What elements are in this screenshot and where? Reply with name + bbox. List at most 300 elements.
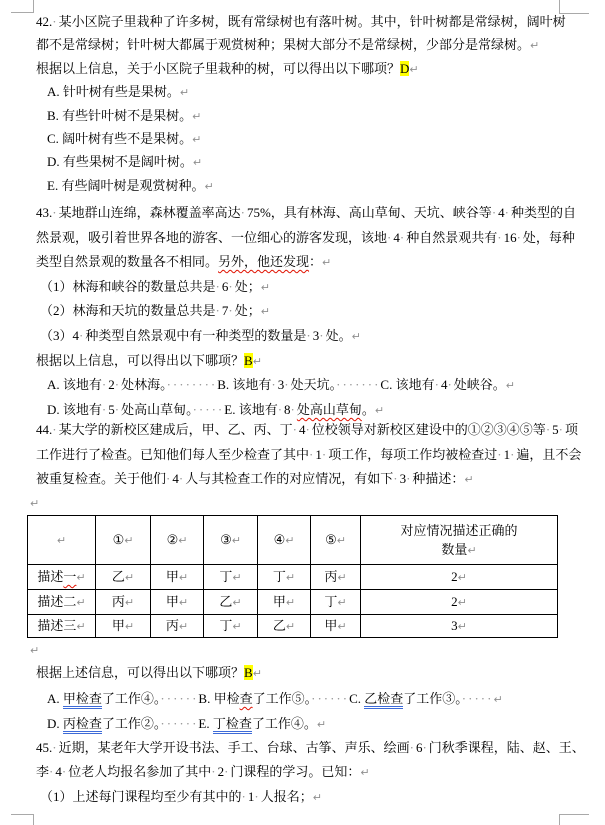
text-segment: （3）4 bbox=[40, 328, 80, 343]
empty-paragraph-1 bbox=[30, 493, 39, 514]
space-formatting-dots: · bbox=[510, 447, 517, 462]
text-segment: 4 bbox=[55, 764, 62, 779]
text-segment: 8 bbox=[284, 402, 291, 417]
text-segment: 丁 bbox=[272, 569, 286, 584]
table-cell-line bbox=[28, 530, 95, 550]
q44-options-line-2 bbox=[47, 714, 326, 735]
table-cell bbox=[258, 565, 311, 590]
text-segment: A. 针叶树有些是果树。 bbox=[47, 84, 180, 99]
text-segment: ① bbox=[112, 532, 125, 547]
text-segment: 甲 bbox=[165, 594, 179, 609]
table-cell bbox=[258, 590, 311, 615]
text-segment: 丁 bbox=[324, 594, 338, 609]
paragraph-mark: ↵ bbox=[192, 156, 203, 169]
table-cell bbox=[361, 590, 558, 615]
text-segment: 处林海。 bbox=[121, 377, 167, 392]
text-segment: 处； bbox=[234, 279, 261, 294]
table-cell bbox=[258, 615, 311, 638]
spellcheck-wavy-text: 一 bbox=[63, 569, 77, 584]
table-cell bbox=[96, 565, 151, 590]
paragraph-mark: ↵ bbox=[260, 305, 270, 318]
text-segment: 6 bbox=[221, 279, 229, 294]
space-formatting-dots: · bbox=[284, 377, 291, 392]
paragraph-mark: ↵ bbox=[316, 718, 327, 731]
space-formatting-dots: ····· bbox=[461, 691, 494, 706]
q44-options-line-1 bbox=[47, 689, 503, 710]
space-formatting-dots: · bbox=[241, 789, 248, 804]
space-formatting-dots: · bbox=[52, 740, 59, 755]
text-segment: D. 有些果树不是阔叶树。 bbox=[47, 154, 193, 169]
text-segment: 人与其检查工作的对应情况，有如下 bbox=[185, 471, 394, 486]
spellcheck-wavy-text: 查 bbox=[239, 691, 253, 706]
space-formatting-dots: · bbox=[240, 205, 247, 220]
paragraph-mark: ↵ bbox=[464, 473, 474, 486]
text-segment: B. 有些针叶树不是果树。 bbox=[47, 108, 193, 123]
space-formatting-dots: · bbox=[277, 402, 285, 417]
table-cell bbox=[28, 615, 96, 638]
text-segment: 乙 bbox=[272, 618, 286, 633]
text-segment: 75% bbox=[246, 205, 271, 220]
q45-stem-line-2 bbox=[36, 762, 370, 783]
table-cell-line bbox=[311, 592, 360, 612]
text-segment: 3 bbox=[277, 377, 285, 392]
text-segment: （1）林海和峡谷的数量总共是 bbox=[40, 279, 216, 294]
paragraph-mark: ↵ bbox=[192, 110, 202, 123]
text-segment: 近期，某老年大学开设书法、手工、台球、古筝、声乐、绘画 bbox=[58, 740, 410, 755]
table-header-cell bbox=[28, 516, 96, 565]
table-cell bbox=[361, 615, 558, 638]
table-cell-line bbox=[151, 567, 203, 587]
text-segment: 门秋季课程，陆、赵、王、 bbox=[428, 740, 585, 755]
q42-option-c bbox=[47, 129, 201, 150]
table-cell-line bbox=[258, 567, 310, 587]
spellcheck-wavy-text: 处高山草甸 bbox=[296, 402, 362, 417]
margin-crop-mark-bottom-left bbox=[11, 814, 34, 825]
q44-question-line bbox=[36, 663, 262, 684]
text-segment: B. 甲检 bbox=[198, 691, 240, 706]
space-formatting-dots: · bbox=[447, 377, 454, 392]
text-segment: 1 bbox=[315, 447, 322, 462]
text-segment: 根据以上信息，可以得出以下哪项？ bbox=[36, 353, 245, 368]
text-segment: 对应情况描述正确的 bbox=[400, 522, 518, 538]
text-segment: 了工作④。 bbox=[101, 691, 161, 706]
space-formatting-dots: ······· bbox=[336, 377, 381, 392]
paragraph-mark: ↵ bbox=[312, 791, 322, 804]
paragraph-mark: ↵ bbox=[232, 596, 242, 609]
paragraph-mark: ↵ bbox=[30, 497, 40, 510]
table-cell-line bbox=[151, 616, 203, 636]
q42-option-b bbox=[47, 106, 201, 127]
text-segment: 1 bbox=[247, 789, 255, 804]
answer-highlight: D bbox=[400, 61, 410, 76]
paragraph-mark: ↵ bbox=[285, 596, 296, 609]
q43-clue-3 bbox=[40, 326, 361, 347]
paragraph-mark: ↵ bbox=[192, 133, 202, 146]
space-formatting-dots: · bbox=[504, 205, 511, 220]
q44-stem-line-2 bbox=[36, 445, 581, 465]
text-segment: 然景观，吸引着世界各地的游客、一位细心的游客发现，该地 bbox=[36, 230, 388, 245]
text-segment: 丙 bbox=[324, 569, 338, 584]
space-formatting-dots: · bbox=[52, 14, 59, 29]
table-cell bbox=[28, 590, 96, 615]
space-formatting-dots: · bbox=[114, 377, 122, 392]
text-segment: 描述 bbox=[37, 569, 64, 584]
table-cell bbox=[151, 590, 204, 615]
table-row bbox=[28, 615, 558, 638]
paragraph-mark: ↵ bbox=[467, 543, 477, 557]
table-cell-line bbox=[28, 616, 95, 636]
table-cell-line bbox=[361, 567, 557, 587]
text-segment: C. 阔叶树有些不是果树。 bbox=[47, 131, 193, 146]
text-segment: 甲 bbox=[165, 569, 179, 584]
space-formatting-dots: · bbox=[79, 328, 86, 343]
paragraph-mark: ↵ bbox=[337, 620, 347, 633]
q43-options-line-2 bbox=[47, 400, 384, 421]
space-formatting-dots: · bbox=[434, 377, 441, 392]
text-segment: A. bbox=[47, 691, 63, 706]
text-segment: 丙 bbox=[165, 618, 179, 633]
q43-stem-line-2 bbox=[36, 228, 575, 248]
table-cell-line bbox=[311, 530, 360, 550]
paragraph-mark: ↵ bbox=[337, 571, 347, 584]
paragraph-mark: ↵ bbox=[232, 620, 242, 633]
paragraph-mark: ↵ bbox=[252, 667, 262, 680]
text-segment: 43. bbox=[36, 205, 53, 220]
text-segment: 5 bbox=[552, 422, 559, 437]
text-segment: 甲 bbox=[272, 594, 286, 609]
paragraph-mark: ↵ bbox=[178, 534, 188, 547]
text-segment: 丁 bbox=[219, 569, 233, 584]
paragraph-mark: ↵ bbox=[285, 534, 295, 547]
space-formatting-dots: · bbox=[393, 471, 400, 486]
text-segment: 描述二 bbox=[37, 594, 77, 609]
paragraph-mark: ↵ bbox=[252, 355, 262, 368]
space-formatting-dots: · bbox=[52, 205, 59, 220]
text-segment: E. bbox=[198, 716, 213, 731]
table-header-row bbox=[28, 516, 558, 565]
text-segment: 3 bbox=[451, 618, 458, 633]
text-segment: 某大学的新校区建成后，甲、乙、丙、丁 bbox=[58, 422, 293, 437]
text-segment: 位老人均报名参加了其中 bbox=[68, 764, 212, 779]
table-cell-line bbox=[361, 616, 557, 636]
table-header-cell bbox=[311, 516, 361, 565]
space-formatting-dots: · bbox=[558, 422, 565, 437]
space-formatting-dots: · bbox=[409, 740, 416, 755]
paragraph-mark: ↵ bbox=[336, 534, 346, 547]
space-formatting-dots: ····· bbox=[192, 402, 225, 417]
q42-stem-line-2 bbox=[36, 35, 539, 56]
text-segment: （2）林海和天坑的数量总共是 bbox=[40, 303, 216, 318]
q45-stem-line-1 bbox=[36, 738, 585, 758]
table-header-cell bbox=[361, 516, 558, 565]
paragraph-mark: ↵ bbox=[56, 534, 67, 547]
text-segment: B. 该地有 bbox=[217, 377, 272, 392]
grammar-check-underlined-text: 丁检查 bbox=[213, 716, 252, 734]
space-formatting-dots: · bbox=[178, 471, 186, 486]
table-header-cell bbox=[258, 516, 311, 565]
text-segment: 处； bbox=[234, 303, 261, 318]
text-segment: 。 bbox=[361, 402, 375, 417]
text-segment: 4 bbox=[298, 422, 306, 437]
text-segment: ④ bbox=[273, 532, 286, 547]
table-cell-line bbox=[96, 567, 150, 587]
text-segment: 某地群山连绵，森林覆盖率高达 bbox=[58, 205, 241, 220]
space-formatting-dots: ······ bbox=[160, 716, 199, 731]
table-cell-line bbox=[361, 521, 557, 540]
table-cell bbox=[28, 565, 96, 590]
paragraph-mark: ↵ bbox=[374, 404, 385, 417]
text-segment: 1 bbox=[503, 447, 511, 462]
q43-clue-2 bbox=[40, 301, 270, 322]
text-segment: ： bbox=[309, 254, 323, 269]
text-segment: 了工作④。 bbox=[251, 716, 317, 731]
answer-highlight: B bbox=[244, 665, 253, 680]
text-segment: 门课程的学习。已知： bbox=[230, 764, 361, 779]
table-cell-line bbox=[28, 567, 95, 587]
text-segment: C. 该地有 bbox=[380, 377, 435, 392]
paragraph-mark: ↵ bbox=[322, 256, 332, 269]
paragraph-mark: ↵ bbox=[232, 571, 242, 584]
text-segment: （1）上述每门课程均至少有其中的 bbox=[40, 789, 242, 804]
paragraph-mark: ↵ bbox=[260, 281, 270, 294]
paragraph-mark: ↵ bbox=[179, 86, 190, 99]
text-segment: 乙 bbox=[219, 594, 233, 609]
space-formatting-dots: ······ bbox=[311, 691, 350, 706]
text-segment: 人报名； bbox=[260, 789, 313, 804]
space-formatting-dots: · bbox=[319, 328, 326, 343]
text-segment: ③ bbox=[220, 532, 232, 547]
table-cell-line bbox=[151, 530, 203, 550]
space-formatting-dots: · bbox=[271, 377, 278, 392]
paragraph-mark: ↵ bbox=[285, 571, 296, 584]
grammar-check-underlined-text: 丙检查 bbox=[63, 716, 102, 734]
answer-highlight: B bbox=[244, 353, 253, 368]
text-segment: D. bbox=[47, 716, 63, 731]
space-formatting-dots: · bbox=[215, 279, 222, 294]
space-formatting-dots: · bbox=[49, 764, 56, 779]
text-segment: 42. bbox=[36, 14, 53, 29]
text-segment: 2 bbox=[451, 594, 458, 609]
text-segment: 某小区院子里栽种了许多树，既有常绿树也有落叶树。其中，针叶树都是常绿树，阔叶树 bbox=[58, 14, 566, 29]
paragraph-mark: ↵ bbox=[231, 534, 241, 547]
grammar-check-underlined-text: 甲检查 bbox=[63, 691, 102, 709]
space-formatting-dots: · bbox=[211, 764, 218, 779]
space-formatting-dots: · bbox=[52, 422, 59, 437]
empty-paragraph-2 bbox=[30, 640, 39, 661]
table-cell-line bbox=[361, 540, 557, 560]
table-cell-line bbox=[204, 616, 257, 636]
space-formatting-dots: · bbox=[290, 402, 297, 417]
text-segment: 处高山草甸。 bbox=[121, 402, 193, 417]
table-cell-line bbox=[28, 592, 95, 612]
text-segment: 李 bbox=[36, 764, 50, 779]
text-segment: 种描述： bbox=[412, 471, 465, 486]
space-formatting-dots: · bbox=[387, 230, 394, 245]
space-formatting-dots: · bbox=[422, 740, 429, 755]
space-formatting-dots: · bbox=[228, 303, 235, 318]
text-segment: 种自然景观共有 bbox=[406, 230, 498, 245]
space-formatting-dots: · bbox=[228, 279, 235, 294]
paragraph-mark: ↵ bbox=[530, 39, 540, 52]
q44-stem-line-1 bbox=[36, 420, 578, 440]
text-segment: 丁 bbox=[219, 618, 233, 633]
space-formatting-dots: · bbox=[306, 328, 313, 343]
margin-crop-mark-bottom-right bbox=[559, 814, 589, 825]
paragraph-mark: ↵ bbox=[285, 620, 296, 633]
paragraph-mark: ↵ bbox=[178, 571, 189, 584]
space-formatting-dots: · bbox=[114, 402, 122, 417]
text-segment: 4 bbox=[440, 377, 448, 392]
table-cell bbox=[311, 615, 361, 638]
space-formatting-dots: · bbox=[321, 447, 329, 462]
table-cell-line bbox=[151, 592, 203, 612]
text-segment: 16 bbox=[503, 230, 517, 245]
paragraph-mark: ↵ bbox=[30, 644, 40, 657]
table-cell bbox=[96, 615, 151, 638]
table-cell-line bbox=[258, 592, 310, 612]
space-formatting-dots: · bbox=[516, 230, 523, 245]
table-cell bbox=[151, 565, 204, 590]
text-segment: 了工作③。 bbox=[403, 691, 462, 706]
text-segment: 处峡谷。 bbox=[453, 377, 506, 392]
paragraph-mark: ↵ bbox=[76, 620, 86, 633]
space-formatting-dots: · bbox=[101, 377, 109, 392]
table-cell-line bbox=[204, 592, 257, 612]
space-formatting-dots: ······ bbox=[160, 691, 199, 706]
space-formatting-dots: · bbox=[101, 402, 109, 417]
q43-stem-line-3 bbox=[36, 252, 331, 273]
spellcheck-wavy-text: 另外，他还发现 bbox=[218, 254, 310, 269]
table-header-cell bbox=[151, 516, 204, 565]
text-segment: 处。 bbox=[325, 328, 352, 343]
text-segment: E. 有些阔叶树是观赏树种。 bbox=[47, 178, 205, 193]
q43-stem-line-1 bbox=[36, 203, 576, 223]
text-segment: 6 bbox=[415, 740, 423, 755]
text-segment: 丙 bbox=[111, 594, 125, 609]
text-segment: E. 该地有 bbox=[224, 402, 278, 417]
text-segment: 被重复检查。关于他们 bbox=[36, 471, 167, 486]
text-segment: ，具有林海、高山草甸、天坑、峡谷等 bbox=[270, 205, 492, 220]
text-segment: 位校领导对新校区建设中的①②③④⑤等 bbox=[311, 422, 546, 437]
text-segment: 3 bbox=[312, 328, 320, 343]
space-formatting-dots: · bbox=[545, 422, 553, 437]
paragraph-mark: ↵ bbox=[409, 63, 419, 76]
q42-option-d bbox=[47, 152, 202, 173]
table-cell bbox=[311, 590, 361, 615]
space-formatting-dots: · bbox=[399, 230, 407, 245]
q45-clue-1 bbox=[40, 787, 322, 808]
space-formatting-dots: · bbox=[309, 447, 316, 462]
space-formatting-dots: · bbox=[224, 764, 231, 779]
q43-options-line-1 bbox=[47, 375, 515, 396]
table-row bbox=[28, 565, 558, 590]
space-formatting-dots: · bbox=[497, 447, 504, 462]
paragraph-mark: ↵ bbox=[178, 596, 189, 609]
q42-option-e bbox=[47, 176, 214, 197]
table-cell-line bbox=[361, 592, 557, 612]
paragraph-mark: ↵ bbox=[457, 620, 467, 633]
table-cell bbox=[204, 590, 258, 615]
text-segment: 5 bbox=[108, 402, 115, 417]
text-segment: 2 bbox=[451, 569, 458, 584]
table-cell-line bbox=[311, 567, 360, 587]
space-formatting-dots: · bbox=[215, 303, 222, 318]
table-header-cell bbox=[204, 516, 258, 565]
table-cell bbox=[151, 615, 204, 638]
text-segment: 种类型的自 bbox=[511, 205, 577, 220]
paragraph-mark: ↵ bbox=[204, 180, 214, 193]
paragraph-mark: ↵ bbox=[457, 571, 467, 584]
text-segment: 4 bbox=[172, 471, 179, 486]
table-cell bbox=[204, 565, 258, 590]
q42-stem-line-1 bbox=[36, 12, 566, 32]
paragraph-mark: ↵ bbox=[337, 596, 347, 609]
text-segment: 3 bbox=[399, 471, 407, 486]
text-segment: 45. bbox=[36, 740, 53, 755]
paragraph-mark: ↵ bbox=[457, 596, 467, 609]
q44-table bbox=[27, 515, 558, 638]
text-segment: 遍，且不会 bbox=[516, 447, 582, 462]
text-segment: 4 bbox=[393, 230, 400, 245]
grammar-check-underlined-text: 乙检查 bbox=[364, 691, 403, 709]
paragraph-mark: ↵ bbox=[76, 596, 86, 609]
table-cell-line bbox=[204, 567, 257, 587]
text-segment: 根据上述信息，可以得出以下哪项？ bbox=[36, 665, 245, 680]
text-segment: 项 bbox=[565, 422, 579, 437]
space-formatting-dots: · bbox=[406, 471, 413, 486]
text-segment: ⑤ bbox=[325, 532, 337, 547]
q43-clue-1 bbox=[40, 277, 270, 298]
text-segment: 乙 bbox=[111, 569, 125, 584]
margin-crop-mark-top-left bbox=[11, 0, 34, 13]
paragraph-mark: ↵ bbox=[493, 693, 503, 706]
text-segment: 类型自然景观的数量各不相同。 bbox=[36, 254, 219, 269]
space-formatting-dots: · bbox=[166, 471, 173, 486]
paragraph-mark: ↵ bbox=[124, 620, 135, 633]
space-formatting-dots: · bbox=[497, 230, 504, 245]
text-segment: 了工作②。 bbox=[101, 716, 161, 731]
text-segment: 项工作，每项工作均被检查过 bbox=[328, 447, 498, 462]
text-segment: C. bbox=[349, 691, 365, 706]
text-segment: 2 bbox=[108, 377, 115, 392]
table-cell-line bbox=[96, 530, 150, 550]
table-row bbox=[28, 590, 558, 615]
text-segment: 根据以上信息，关于小区院子里栽种的树，可以得出以下哪项？ bbox=[36, 61, 401, 76]
table-cell-line bbox=[258, 616, 310, 636]
text-segment: ② bbox=[166, 532, 179, 547]
text-segment: D. 该地有 bbox=[47, 402, 102, 417]
table-cell-line bbox=[96, 616, 150, 636]
paragraph-mark: ↵ bbox=[124, 596, 135, 609]
paragraph-mark: ↵ bbox=[360, 766, 370, 779]
paragraph-mark: ↵ bbox=[124, 534, 134, 547]
table-header-cell bbox=[96, 516, 151, 565]
table-cell-line bbox=[311, 616, 360, 636]
text-segment: 2 bbox=[217, 764, 225, 779]
text-segment: 了工作⑤。 bbox=[252, 691, 312, 706]
text-segment: A. 该地有 bbox=[47, 377, 102, 392]
table-cell-line bbox=[96, 592, 150, 612]
space-formatting-dots: · bbox=[491, 205, 499, 220]
paragraph-mark: ↵ bbox=[505, 379, 516, 392]
text-segment: 都不是常绿树；针叶树大都属于观赏树种；果树大部分不是常绿树，少部分是常绿树。 bbox=[36, 37, 531, 52]
text-segment: 处天坑。 bbox=[290, 377, 337, 392]
q42-option-a bbox=[47, 82, 189, 103]
paragraph-mark: ↵ bbox=[76, 571, 86, 584]
space-formatting-dots: · bbox=[305, 422, 312, 437]
text-segment: 种类型自然景观中有一种类型的数量是 bbox=[85, 328, 307, 343]
text-segment: 甲 bbox=[324, 618, 338, 633]
